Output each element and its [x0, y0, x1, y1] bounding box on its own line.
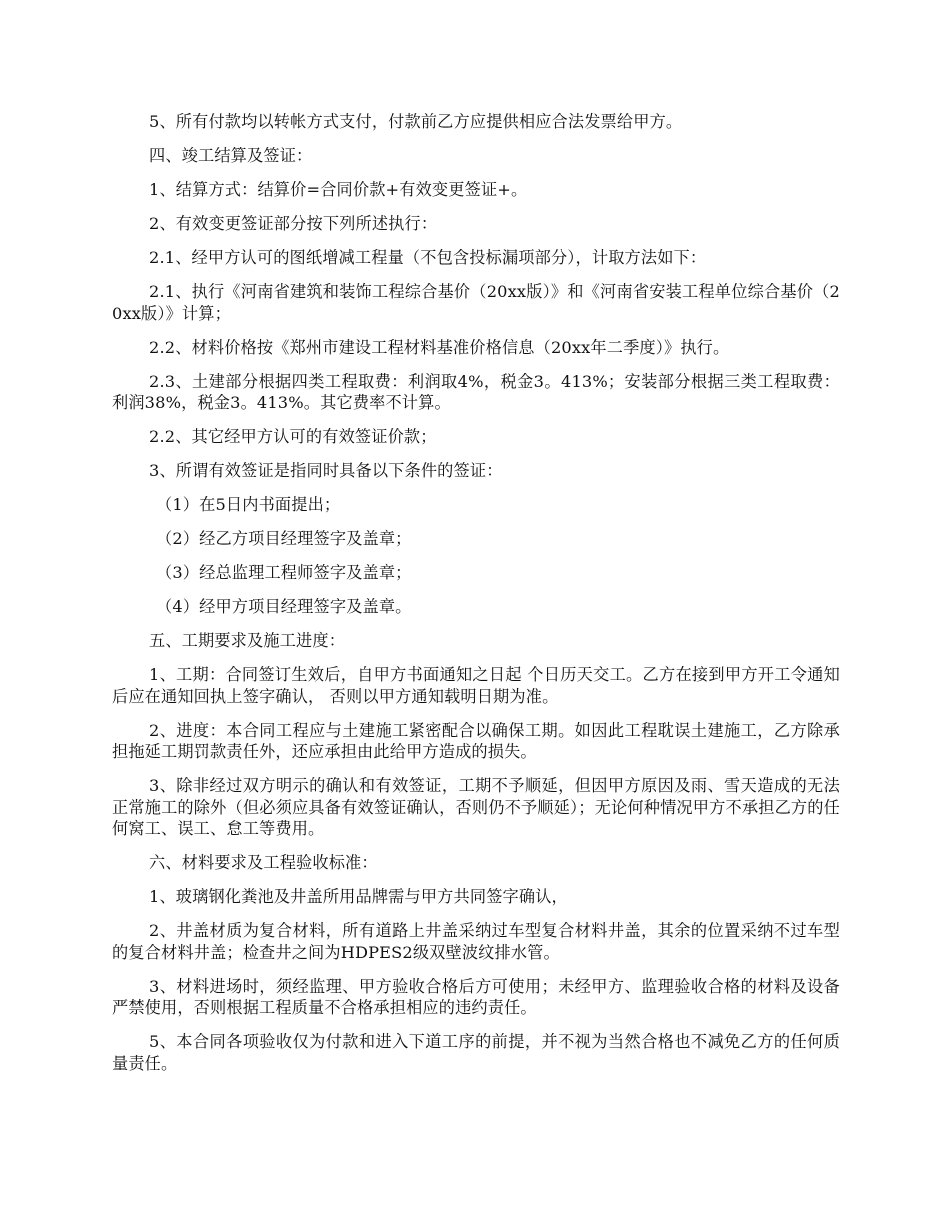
paragraph-change-visa: 2、有效变更签证部分按下列所述执行：: [149, 214, 438, 233]
paragraph-material-price: 2.2、材料价格按《郑州市建设工程材料基准价格信息（20xx年二季度）》执行。: [149, 337, 730, 357]
paragraph-no-extension: 3、除非经过双方明示的确认和有效签证，工期不予顺延，但因甲方原因及雨、雪天造成的无法正常施工的除外（但必须应具备有效签证确认，否则仍不予顺延）；无论何种情况甲方不承担乙方的任何窝工、误工、怠工等费用。: [112, 776, 840, 838]
document-page: [112, 111, 840, 1087]
paragraph-other-visa: 2.2、其它经甲方认可的有效签证价款；: [149, 427, 437, 446]
condition-item-1: （1）在5日内书面提出；: [156, 495, 341, 514]
paragraph-acceptance: 5、本合同各项验收仅为付款和进入下道工序的前提，并不视为当然合格也不减免乙方的任何质量责任。: [112, 1032, 840, 1073]
paragraph-brand-confirmation: 1、玻璃钢化粪池及井盖所用品牌需与甲方共同签字确认，: [149, 887, 568, 906]
paragraph-valid-visa-conditions: 3、所谓有效签证是指同时具备以下条件的签证：: [149, 461, 503, 480]
paragraph-fee-rates: 2.3、土建部分根据四类工程取费：利润取4%，税金3。413%；安装部分根据三类工程取费：利润38%，税金3。413%。其它费率不计算。: [112, 371, 840, 412]
condition-item-3: （3）经总监理工程师签字及盖章；: [156, 563, 412, 582]
paragraph-settlement-method: 1、结算方式：结算价=合同价款+有效变更签证+。: [149, 180, 528, 199]
paragraph-progress: 2、进度：本合同工程应与土建施工紧密配合以确保工期。如因此工程耽误土建施工，乙方除承担拖延工期罚款责任外，还应承担由此给甲方造成的损失。: [112, 720, 840, 761]
condition-item-4: （4）经甲方项目经理签字及盖章。: [156, 597, 412, 616]
section-heading-materials: 六、材料要求及工程验收标准：: [149, 853, 378, 872]
section-heading-settlement: 四、竣工结算及签证：: [149, 146, 313, 165]
paragraph-payment-method: 5、所有付款均以转帐方式支付，付款前乙方应提供相应合法发票给甲方。: [149, 112, 683, 131]
paragraph-manhole-cover: 2、井盖材质为复合材料，所有道路上井盖采纳过车型复合材料井盖，其余的位置采纳不过车型的复合材料井盖；检查井之间为HDPES2级双壁波纹排水管。: [112, 921, 840, 962]
condition-item-2: （2）经乙方项目经理签字及盖章；: [156, 529, 412, 548]
section-heading-schedule: 五、工期要求及施工进度：: [149, 631, 346, 650]
paragraph-base-price: 2.1、执行《河南省建筑和装饰工程综合基价（20xx版）》和《河南省安装工程单位综合基价（20xx版）》计算；: [112, 282, 840, 323]
paragraph-quantity-change: 2.1、经甲方认可的图纸增减工程量（不包含投标漏项部分），计取方法如下：: [149, 248, 707, 267]
paragraph-duration: 1、工期：合同签订生效后，自甲方书面通知之日起 个日历天交工。乙方在接到甲方开工令通知后应在通知回执上签字确认， 否则以甲方通知载明日期为准。: [112, 665, 840, 706]
paragraph-material-inspection: 3、材料进场时，须经监理、甲方验收合格后方可使用；未经甲方、监理验收合格的材料及设备严禁使用，否则根据工程质量不合格承担相应的违约责任。: [112, 976, 840, 1017]
